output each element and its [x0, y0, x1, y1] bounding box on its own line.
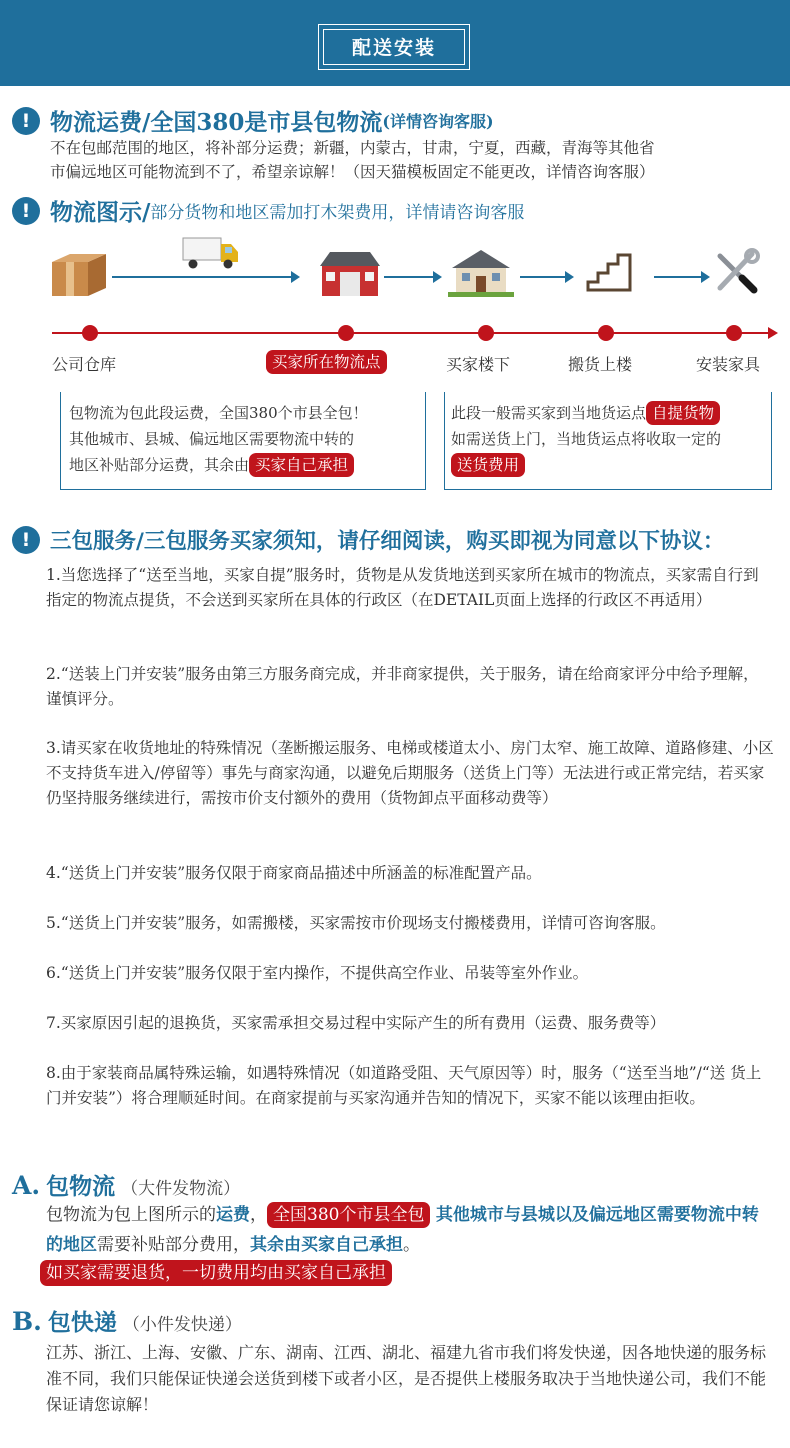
logistics-fee-note: (详情咨询客服): [382, 112, 494, 131]
shop-icon: [318, 248, 382, 298]
logistics-fee-text: [50, 136, 780, 184]
section-a-t4: 其他城市与县城以及偏远地区需要物流中转的地区: [46, 1205, 759, 1255]
banner-title-frame: [318, 24, 470, 70]
item-text: “送货上门并安装”服务，如需搬楼，买家需按市价现场支付搬楼费用，详情可咨询客服。: [60, 914, 666, 932]
item-num: 6.: [46, 964, 61, 982]
stop-label-logistics-point: [266, 350, 387, 374]
item-text: 由于家装商品属特殊运输，如遇特殊情况（如道路受阻、天气原因等）时，服务（“送至当地”/“送 货上门并安装”）将合理顺延时间。在商家提前与买家沟通并告知的情况下，买家不能以该理由拒收。: [46, 1064, 762, 1107]
stop-pill: 买家所在物流点: [266, 350, 387, 374]
section-b-letter: B.: [12, 1307, 42, 1336]
section-a-t1: 包物流为包上图所示的: [46, 1205, 216, 1225]
banner-title: 配送安装: [323, 29, 465, 65]
stop-label-warehouse: 公司仓库: [52, 355, 117, 374]
info-left-line1: 包物流为包此段运费，全国380个市县全包！: [69, 404, 368, 422]
logistics-fee-line1: 不在包邮范围的地区，将补部分运费；新疆，内蒙古，甘肃，宁夏，西藏，青海等其他省: [50, 139, 655, 157]
stop-label-install: 安装家具: [696, 355, 761, 374]
info-right-line2: 如需送货上门，当地货运点将收取一定的: [451, 430, 722, 448]
info-right-line1-prefix: 此段一般需买家到当地货运点: [451, 404, 647, 422]
info-right-line3: [451, 452, 763, 478]
timeline-dot: [82, 325, 98, 341]
info-left-line2: 其他城市、县城、偏远地区需要物流中转的: [69, 430, 355, 448]
section-b-heading: [12, 1304, 242, 1337]
service-item-8: [46, 1061, 774, 1111]
item-num: 3.: [46, 739, 61, 757]
warning-icon: !: [12, 197, 40, 225]
service-item-6: [46, 961, 774, 986]
item-num: 8.: [46, 1064, 61, 1082]
item-text: 请买家在收货地址的特殊情况（垄断搬运服务、电梯或楼道太小、房门太窄、施工故障、道路修建、小区不支持货车进入/停留等）事先与商家沟通，以避免后期服务（送货上门等）无法进行或正常完结，若买家仍坚持服务继续进行，需按市价支付额外的费用（货物卸点平面移动费等）: [46, 739, 774, 807]
service-heading: [12, 524, 724, 555]
service-item-7: [46, 1011, 774, 1036]
logistics-fee-heading: [12, 104, 494, 137]
section-b-subtitle: （小件发快递）: [122, 1315, 242, 1335]
house-icon: [446, 246, 516, 298]
box-icon: [48, 248, 110, 298]
item-num: 5.: [46, 914, 61, 932]
item-num: 4.: [46, 864, 61, 882]
item-num: 1.: [46, 566, 61, 584]
timeline-dot: [478, 325, 494, 341]
item-num: 2.: [46, 665, 61, 683]
timeline-line: [52, 332, 770, 334]
warning-icon: !: [12, 526, 40, 554]
warning-icon: !: [12, 107, 40, 135]
section-a-pill2-wrap: [40, 1260, 392, 1286]
service-item-2: [46, 662, 774, 712]
logistics-diagram-heading: [12, 194, 524, 227]
section-a-t6: 其余由买家自己承担: [250, 1235, 403, 1255]
section-a-title: 包物流: [46, 1173, 116, 1200]
stop-label-upstairs: 搬货上楼: [568, 355, 633, 374]
section-a-t2: 运费: [216, 1205, 250, 1225]
section-a-t5: 需要补贴部分费用，: [97, 1235, 250, 1255]
info-right-pill-2: 送货费用: [451, 453, 525, 477]
section-a-pill1: 全国380个市县全包: [267, 1202, 430, 1228]
stop-label-downstairs: 买家楼下: [446, 355, 511, 374]
section-b-title: 包快递: [47, 1309, 117, 1336]
tools-icon: [712, 248, 760, 296]
service-item-4: [46, 861, 774, 886]
section-b-body: 江苏、浙江、上海、安徽、广东、湖南、江西、湖北、福建九省市我们将发快递，因各地快递的服务标准不同，我们只能保证快递会送货到楼下或者小区，是否提供上楼服务取决于当地快递公司，我们不能保证请您谅解！: [46, 1343, 767, 1414]
timeline-dot: [726, 325, 742, 341]
section-a-letter: A.: [12, 1171, 41, 1200]
flow-arrow: [520, 276, 572, 278]
timeline-dot: [338, 325, 354, 341]
item-text: “送装上门并安装”服务由第三方服务商完成，并非商家提供，关于服务，请在给商家评分中给予理解，谨慎评分。: [46, 665, 759, 708]
info-right-pill: 自提货物: [646, 401, 720, 425]
logistics-fee-line2: 市偏远地区可能物流到不了，希望亲谅解！（因天猫模板固定不能更改，详情咨询客服）: [50, 163, 655, 181]
item-text: 买家原因引起的退换货，买家需承担交易过程中实际产生的所有费用（运费、服务费等）: [60, 1014, 666, 1032]
stairs-icon: [586, 250, 632, 292]
service-item-3: [46, 736, 774, 811]
info-box-left: [60, 392, 426, 490]
info-box-right: [444, 392, 772, 490]
top-banner: [0, 0, 790, 86]
service-title: 三包服务/三包服务买家须知，请仔细阅读，购买即视为同意以下协议：: [50, 529, 725, 554]
timeline-dot: [598, 325, 614, 341]
item-text: 当您选择了“送至当地，买家自提”服务时，货物是从发货地送到买家所在城市的物流点，买家需自行到指定的物流点提货，不会送到买家所在具体的行政区（在DETAIL页面上选择的行政区不再适用）: [46, 566, 759, 609]
flow-arrow: [112, 276, 298, 278]
section-a-heading: [12, 1168, 240, 1201]
info-left-line3: [69, 452, 417, 478]
service-item-1: [46, 563, 774, 613]
item-text: “送货上门并安装”服务仅限于商家商品描述中所涵盖的标准配置产品。: [60, 864, 542, 882]
flow-arrow: [654, 276, 708, 278]
truck-icon: [182, 236, 240, 270]
item-num: 7.: [46, 1014, 61, 1032]
service-item-5: [46, 911, 774, 936]
info-right-line1: [451, 400, 763, 426]
logistics-diagram-subtitle: 部分货物和地区需加打木架费用，详情请咨询客服: [150, 203, 525, 223]
section-a-t3: ，: [250, 1205, 267, 1225]
section-a-body: [46, 1200, 774, 1260]
logistics-diagram-title: 物流图示/: [50, 199, 151, 226]
flow-arrow: [384, 276, 440, 278]
info-left-pill: 买家自己承担: [249, 453, 354, 477]
info-left-line3-prefix: 地区补贴部分运费，其余由: [69, 456, 250, 474]
section-a-t7: 。: [403, 1235, 420, 1255]
logistics-fee-title: 物流运费/全国380是市县包物流: [50, 109, 383, 136]
item-text: “送货上门并安装”服务仅限于室内操作，不提供高空作业、吊装等室外作业。: [60, 964, 589, 982]
section-a-pill2: 如买家需要退货，一切费用均由买家自己承担: [40, 1260, 392, 1286]
section-a-subtitle: （大件发物流）: [121, 1179, 241, 1199]
